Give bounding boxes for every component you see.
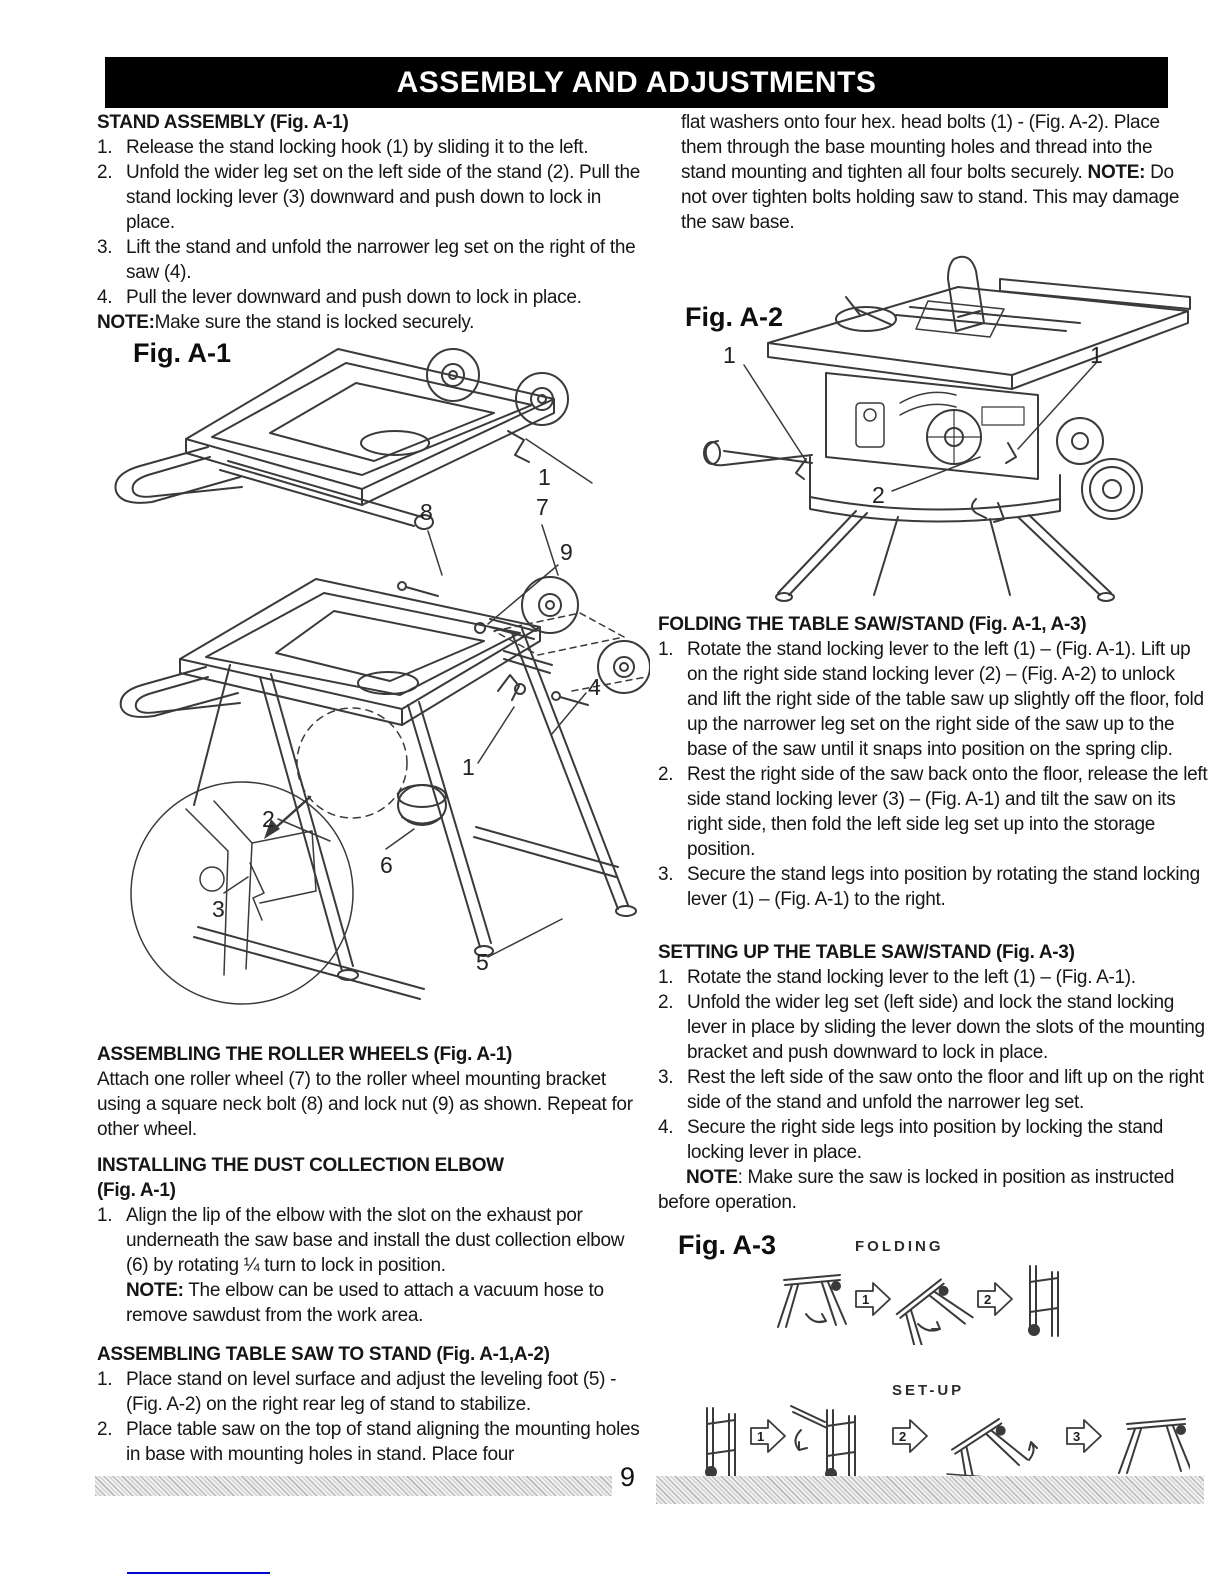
step-text: Secure the stand legs into position by rotating the stand locking lever (1) – (Fig. A-1) to the right. [687,864,1200,910]
note-label: NOTE: [97,312,155,333]
section-heading: STAND ASSEMBLY (Fig. A-1) [97,112,349,133]
page-number: 9 [620,1462,636,1492]
section-heading: ASSEMBLING TABLE SAW TO STAND (Fig. A-1,A-2) [97,1344,550,1365]
step-text: Unfold the wider leg set (left side) and lock the stand locking lever in place by sliding the lever down the slots of the mounting bracket and push downward to lock in place. [687,992,1205,1063]
instruction-step [97,135,647,160]
step-number: 3. [658,1067,674,1088]
callout-4-right-legs: 4 [588,674,601,700]
fig-a3-folding-row-drawing [770,1260,1070,1345]
instruction-step [658,762,1208,862]
fig-a1-drawing [90,335,650,1040]
footer-hatch-strip-left [95,1476,612,1496]
callout-3-lever: 3 [212,896,225,922]
step-text: Rotate the stand locking lever to the left (1) – (Fig. A-1). [687,967,1136,988]
callout-1-right-lever: 1 [1090,342,1103,368]
instruction-step [97,1203,647,1328]
page-header-bar [105,57,1168,108]
step-text: Secure the right side legs into position by locking the stand locking lever in place. [687,1117,1163,1163]
step-text: Rest the right side of the saw back onto the floor, release the left side stand locking lever (3) – (Fig. A-1) and tilt the saw on its right side, then fold the left side leg set up into the storage position. [687,764,1208,860]
step-text: Place stand on level surface and adjust the leveling foot (5) - (Fig. A-2) on the right rear leg of stand to stabilize. [126,1369,617,1415]
section-heading: SETTING UP THE TABLE SAW/STAND (Fig. A-3) [658,942,1075,963]
folding-step-number: 2 [984,1292,992,1307]
section-heading: FOLDING THE TABLE SAW/STAND (Fig. A-1, A-3) [658,614,1087,635]
page-title: ASSEMBLY AND ADJUSTMENTS [396,65,877,99]
figure-a1 [90,335,650,1040]
instruction-step [658,637,1208,762]
instruction-step [658,1065,1208,1115]
fig-a2-label: Fig. A-2 [685,302,783,332]
step-text: Pull the lever downward and push down to lock in place. [126,287,582,308]
fig-a3-folding-caption: FOLDING [855,1238,944,1255]
instruction-step [658,1115,1208,1165]
section-setting-up [658,940,1208,1215]
section-heading: ASSEMBLING THE ROLLER WHEELS (Fig. A-1) [97,1044,513,1065]
step-number: 1. [658,967,674,988]
section-intro-continuation [681,110,1195,235]
callout-9-nut: 9 [560,539,573,565]
step-number: 2. [97,1419,113,1440]
body-text: Attach one roller wheel (7) to the roller wheel mounting bracket using a square neck bolt (8) and lock nut (9) as shown. Repeat for other wheel. [97,1069,633,1140]
step-number: 1. [97,1369,113,1390]
callout-5-foot: 5 [476,949,489,975]
step-text: Align the lip of the elbow with the slot on the exhaust por underneath the saw base and install the dust collection elbow (6) by rotating ¼ turn to lock in position. NOTE: The elbow can be used to attach a vacuum hose to remove sawdust from the work area. [126,1203,647,1328]
step-number: 2. [97,162,113,183]
step-number: 1. [658,639,674,660]
step-number: 1. [97,137,113,158]
step-text: Place table saw on the top of stand aligning the mounting holes in base with mounting holes in stand. Place four [126,1419,640,1465]
note-text: NOTE: The elbow can be used to attach a vacuum hose to remove sawdust from the work area. [126,1280,604,1326]
section-heading: INSTALLING THE DUST COLLECTION ELBOW [97,1155,504,1176]
instruction-step [97,1417,647,1467]
folding-step-number: 1 [862,1292,870,1307]
callout-7-wheel: 7 [536,494,549,520]
step-text: Release the stand locking hook (1) by sliding it to the left. [126,137,589,158]
instruction-step [658,990,1208,1065]
note-label: NOTE [686,1167,738,1188]
callout-1-left-lever: 1 [723,342,736,368]
instruction-step [97,1367,647,1417]
callout-8-bolt: 8 [420,499,433,525]
step-number: 3. [658,864,674,885]
footer-link-underline [127,1572,270,1574]
step-text: Unfold the wider leg set on the left side of the stand (2). Pull the stand locking lever (3) downward and push down to lock in place. [126,162,641,233]
note-text: NOTE: Make sure the saw is locked in position as instructed before operation. [658,1167,1175,1213]
setup-step-number: 2 [899,1429,907,1444]
fig-a3-setup-caption: SET-UP [892,1382,965,1399]
section-saw-to-stand [97,1342,647,1467]
step-number: 2. [658,992,674,1013]
note-text: NOTE:Make sure the stand is locked securely. [97,312,475,333]
step-number: 2. [658,764,674,785]
section-heading-line2: (Fig. A-1) [97,1180,176,1201]
note-label: NOTE: [1087,162,1146,183]
callout-1-hook-top: 1 [538,464,551,490]
fig-a1-label: Fig. A-1 [133,338,231,368]
step-number: 4. [658,1117,674,1138]
callout-1-hook: 1 [462,754,475,780]
callout-2-left-leg: 2 [262,806,275,832]
fig-a2-drawing [660,245,1192,605]
figure-a3 [660,1230,1205,1490]
footer-hatch-strip-right [656,1476,1204,1504]
section-folding [658,612,1208,912]
fig-a3-setup-row-drawing [685,1402,1190,1484]
note-label: NOTE: [126,1280,184,1301]
instruction-step [658,862,1208,912]
instruction-step [97,160,647,235]
step-text: Rotate the stand locking lever to the left (1) – (Fig. A-1). Lift up on the right side stand locking lever (2) – (Fig. A-2) to unlock and lift the right side of the table saw up slightly off the floor, fold up the narrower leg set on the right side of the saw up to the base of the saw until it snaps into position on the spring clip. [687,639,1204,760]
instruction-step [658,965,1208,990]
setup-step-number: 3 [1073,1429,1081,1444]
section-dust-elbow [97,1153,647,1328]
callout-6-elbow: 6 [380,852,393,878]
step-text: Rest the left side of the saw onto the floor and lift up on the right side of the stand and unfold the narrower leg set. [687,1067,1204,1113]
callout-2-latch: 2 [872,482,885,508]
instruction-step [97,235,647,285]
step-text: Lift the stand and unfold the narrower leg set on the right of the saw (4). [126,237,636,283]
body-text: flat washers onto four hex. head bolts (1) - (Fig. A-2). Place them through the base mounting holes and thread into the stand mounting and tighten all four bolts securely. NOTE: Do not over tighten bolts holding saw to stand. This may damage the saw base. [681,112,1180,233]
setup-step-number: 1 [757,1429,765,1444]
instruction-step [97,285,647,310]
figure-a2 [660,245,1192,605]
section-stand-assembly [97,110,647,335]
section-roller-wheels [97,1042,647,1142]
step-number: 3. [97,237,113,258]
step-number: 1. [97,1205,113,1226]
fig-a3-label: Fig. A-3 [678,1230,776,1260]
step-number: 4. [97,287,113,308]
